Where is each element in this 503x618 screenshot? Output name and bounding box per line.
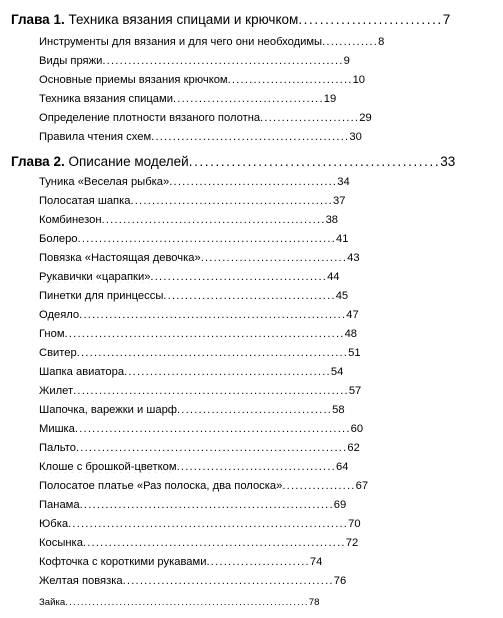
toc-entry[interactable] (39, 37, 384, 48)
page-number: 43 (347, 253, 360, 264)
entry-title: Мишка (39, 424, 75, 435)
page-number: 72 (345, 538, 359, 549)
page-number: 62 (347, 443, 360, 454)
page-number: 33 (440, 155, 456, 169)
dot-leader: ................................................. (122, 576, 334, 587)
entry-title: Рукавички «царапки» (39, 272, 151, 283)
page-number: 51 (348, 348, 361, 359)
page-number: 10 (352, 75, 366, 86)
toc-entry[interactable] (39, 291, 348, 302)
chapter-1-label: Глава 1. (11, 13, 65, 27)
dot-leader: ........................................ (163, 291, 336, 302)
entry-title: Одеяло (39, 310, 80, 321)
entry-title: Шапка авиатора (39, 367, 125, 378)
dot-leader: ................................................................. (68, 519, 349, 530)
dot-leader: ............................................... (130, 196, 333, 207)
entry-title: Косынка (39, 538, 83, 549)
toc-entry[interactable] (39, 196, 345, 207)
toc-entry[interactable] (39, 538, 358, 549)
toc-entry[interactable] (39, 177, 350, 188)
page-number: 8 (378, 37, 385, 48)
dot-leader: .............................................................. (79, 310, 347, 321)
page-number: 60 (350, 424, 364, 435)
entry-title: Юбка (39, 519, 69, 530)
dot-leader: ............................................................. (82, 538, 346, 549)
page-number: 9 (343, 56, 350, 67)
toc-entry[interactable] (39, 462, 348, 473)
page-number: 30 (349, 132, 362, 143)
toc-entry[interactable] (39, 215, 338, 226)
page-number: 7 (442, 13, 451, 27)
dot-leader: ............................................................... (65, 598, 309, 608)
dot-leader: ..................................... (176, 462, 336, 473)
dot-leader: ............. (322, 37, 379, 48)
entry-title: Кофточка с короткими рукавами (39, 557, 207, 568)
page-number: 34 (337, 177, 350, 188)
toc-entry[interactable] (39, 348, 361, 359)
toc-entry[interactable] (39, 56, 350, 67)
entry-title: Виды пряжи (39, 56, 103, 67)
entry-title: Полосатая шапка (39, 196, 131, 207)
entry-title: Панама (39, 500, 80, 511)
dot-leader: ........................................................ (102, 56, 344, 67)
toc-entry[interactable] (39, 75, 365, 86)
dot-leader: ........................................................... (79, 500, 334, 511)
dot-leader: ............................................................ (77, 234, 337, 245)
entry-title: Основные приемы вязания крючком (39, 75, 228, 86)
toc-entry[interactable] (39, 500, 346, 511)
dot-leader: ................................................................. (64, 329, 345, 340)
dot-leader: ......................................... (150, 272, 328, 283)
dot-leader: ................................................................ (73, 386, 349, 397)
page-number: 58 (332, 405, 345, 416)
entry-title: Гном (39, 329, 65, 340)
page-number: 54 (330, 367, 344, 378)
toc-entry[interactable] (39, 405, 345, 416)
chapter-1-heading (11, 13, 450, 27)
entry-title: Туника «Веселая рыбка» (39, 177, 170, 188)
dot-leader: ....................................... (169, 177, 338, 188)
entry-title: Шапочка, варежки и шарф (39, 405, 177, 416)
dot-leader: .................................. (200, 253, 348, 264)
dot-leader: ............................................... (188, 155, 441, 169)
toc-entry[interactable] (39, 443, 360, 454)
entry-title: Определение плотности вязаного полотна (39, 113, 261, 124)
page-number: 78 (308, 598, 320, 608)
chapter-2-heading (11, 155, 455, 169)
dot-leader: ............................................................... (76, 348, 349, 359)
toc-entry[interactable] (39, 481, 368, 492)
page-number: 45 (335, 291, 349, 302)
dot-leader: ............................. (227, 75, 353, 86)
dot-leader: ................................................ (124, 367, 331, 378)
page-number: 44 (327, 272, 340, 283)
entry-title: Зайка (39, 598, 66, 608)
entry-title: Пальто (39, 443, 76, 454)
toc-entry[interactable] (39, 113, 372, 124)
toc-entry[interactable] (39, 94, 336, 105)
page-number: 29 (359, 113, 372, 124)
dot-leader: ................................... (172, 94, 324, 105)
page-number: 37 (332, 196, 346, 207)
dot-leader: ............................................................... (75, 443, 348, 454)
toc-entry[interactable] (39, 576, 346, 587)
entry-title: Техника вязания спицами (39, 94, 173, 105)
page-number: 19 (323, 94, 337, 105)
dot-leader: ................................................................ (74, 424, 351, 435)
toc-entry[interactable] (39, 386, 361, 397)
page-number: 47 (346, 310, 359, 321)
chapter-2-label: Глава 2. (11, 155, 65, 169)
page-number: 41 (336, 234, 349, 245)
entry-title: Комбинезон (39, 215, 102, 226)
page-number: 67 (355, 481, 369, 492)
toc-entry[interactable] (39, 598, 319, 608)
dot-leader: ........................ (206, 557, 310, 568)
page-number: 57 (348, 386, 362, 397)
page-number: 69 (333, 500, 347, 511)
toc-entry[interactable] (39, 329, 357, 340)
toc-entry[interactable] (39, 557, 322, 568)
entry-title: Полосатое платье «Раз полоска, два полоска» (39, 481, 283, 492)
dot-leader: ........................... (298, 13, 443, 27)
entry-title: Пинетки для принцессы (39, 291, 164, 302)
toc-entry[interactable] (39, 519, 361, 530)
page-number: 74 (309, 557, 323, 568)
toc-entry[interactable] (39, 234, 348, 245)
entry-title: Клоше с брошкой-цветком (39, 462, 177, 473)
dot-leader: .............................................. (151, 132, 350, 143)
chapter-1-title: Техника вязания спицами и крючком (68, 13, 299, 27)
toc-entry[interactable] (39, 424, 363, 435)
toc-entry[interactable] (39, 253, 360, 264)
page-number: 48 (344, 329, 358, 340)
entry-title: Свитер (39, 348, 77, 359)
entry-title: Жилет (39, 386, 74, 397)
dot-leader: .................................................... (101, 215, 326, 226)
toc-entry[interactable] (39, 132, 362, 143)
page-number: 76 (333, 576, 347, 587)
dot-leader: ....................... (260, 113, 360, 124)
page-number: 70 (348, 519, 361, 530)
toc-entry[interactable] (39, 310, 359, 321)
page-number: 38 (325, 215, 339, 226)
entry-title: Повязка «Настоящая девочка» (39, 253, 201, 264)
dot-leader: ................. (282, 481, 356, 492)
dot-leader: .................................... (177, 405, 333, 416)
entry-title: Правила чтения схем (39, 132, 152, 143)
entry-title: Желтая повязка (39, 576, 123, 587)
page-number: 64 (335, 462, 349, 473)
toc-entry[interactable] (39, 272, 340, 283)
entry-title: Болеро (39, 234, 78, 245)
chapter-2-title: Описание моделей (68, 155, 189, 169)
entry-title: Инструменты для вязания и для чего они необходимы (39, 37, 323, 48)
toc-entry[interactable] (39, 367, 343, 378)
